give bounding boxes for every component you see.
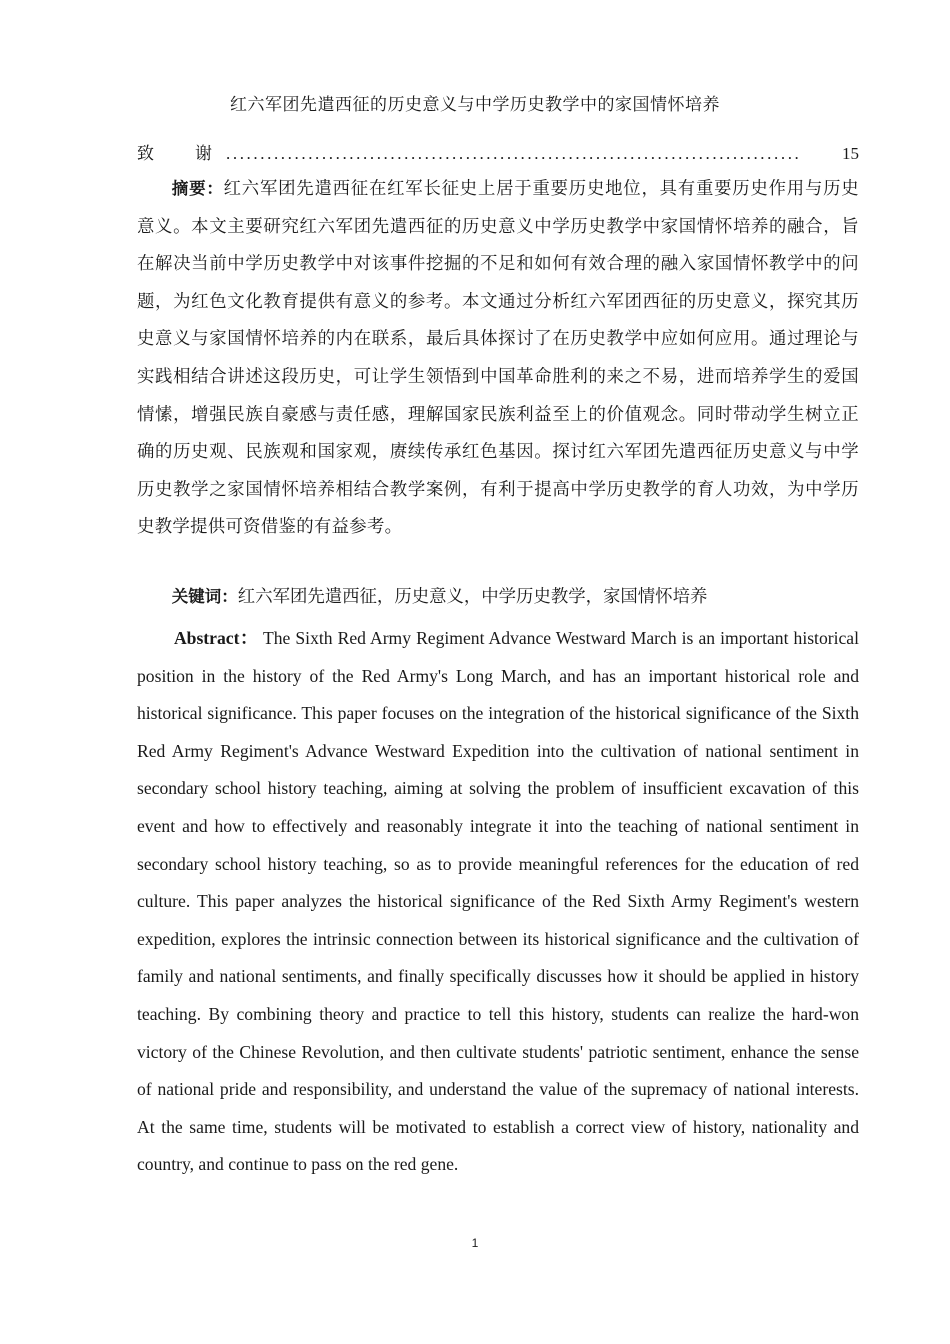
keywords-chinese [137, 583, 859, 611]
abstract-chinese-text: 红六军团先遣西征在红军长征史上居于重要历史地位，具有重要历史作用与历史意义。本文主要研究红六军团先遣西征的历史意义中学历史教学中家国情怀培养的融合，旨在解决当前中学历史教学中对该事件挖掘的不足和如何有效合理的融入家国情怀教学中的问题，为红色文化教育提供有意义的参考。本文通过分析红六军团西征的历史意义，探究其历史意义与家国情怀培养的内在联系，最后具体探讨了在历史教学中应如何应用。通过理论与实践相结合讲述这段历史，可让学生领悟到中国革命胜利的来之不易，进而培养学生的爱国情愫，增强民族自豪感与责任感，理解国家民族利益至上的价值观念。同时带动学生树立正确的历史观、民族观和国家观，赓续传承红色基因。探讨红六军团先遣西征历史意义与中学历史教学之家国情怀培养相结合教学案例，有利于提高中学历史教学的育人功效，为中学历史教学提供可资借鉴的有益参考。 [137, 179, 859, 538]
toc-leader-dots: .................................................................................... [226, 144, 802, 163]
abstract-english-label: Abstract： [173, 628, 259, 648]
page-number: 1 [471, 1236, 479, 1250]
toc-entry-acknowledgements [137, 139, 859, 164]
toc-entry-page: 15 [842, 144, 859, 163]
abstract-chinese [137, 170, 859, 547]
abstract-english [137, 620, 859, 1184]
abstract-chinese-label: 摘要： [171, 179, 224, 198]
keywords-chinese-text: 红六军团先遣西征，历史意义，中学历史教学，家国情怀培养 [237, 587, 708, 607]
abstract-english-text: The Sixth Red Army Regiment Advance Westward March is an important historical position in the history of the Red Army's Long March, and has an important historical role and historical significance. This paper focuses on the integration of the historical significance of the Sixth Red Army Regiment's Advance Westward Expedition into the cultivation of national sentiment in secondary school history teaching, aiming at solving the problem of insufficient excavation of this event and how to effectively and reasonably integrate it into the teaching of national sentiment in secondary school history teaching, so as to provide meaningful references for the education of red culture. This paper analyzes the historical significance of the Red Sixth Army Regiment's western expedition, explores the intrinsic connection between its historical significance and the cultivation of family and national sentiments, and finally specifically discusses how it should be applied in history teaching. By combining theory and practice to tell this history, students can realize the hard-won victory of the Chinese Revolution, and then cultivate students' patriotic sentiment, enhance the sense of national pride and responsibility, and understand the value of the supremacy of national interests. At the same time, students will be motivated to establish a correct view of history, nationality and country, and continue to pass on the red gene. [137, 628, 859, 1175]
toc-entry-label: 致 谢 [137, 144, 224, 164]
running-header-title: 红六军团先遣西征的历史意义与中学历史教学中的家国情怀培养 [230, 95, 720, 115]
keywords-chinese-label: 关键词： [171, 587, 238, 606]
